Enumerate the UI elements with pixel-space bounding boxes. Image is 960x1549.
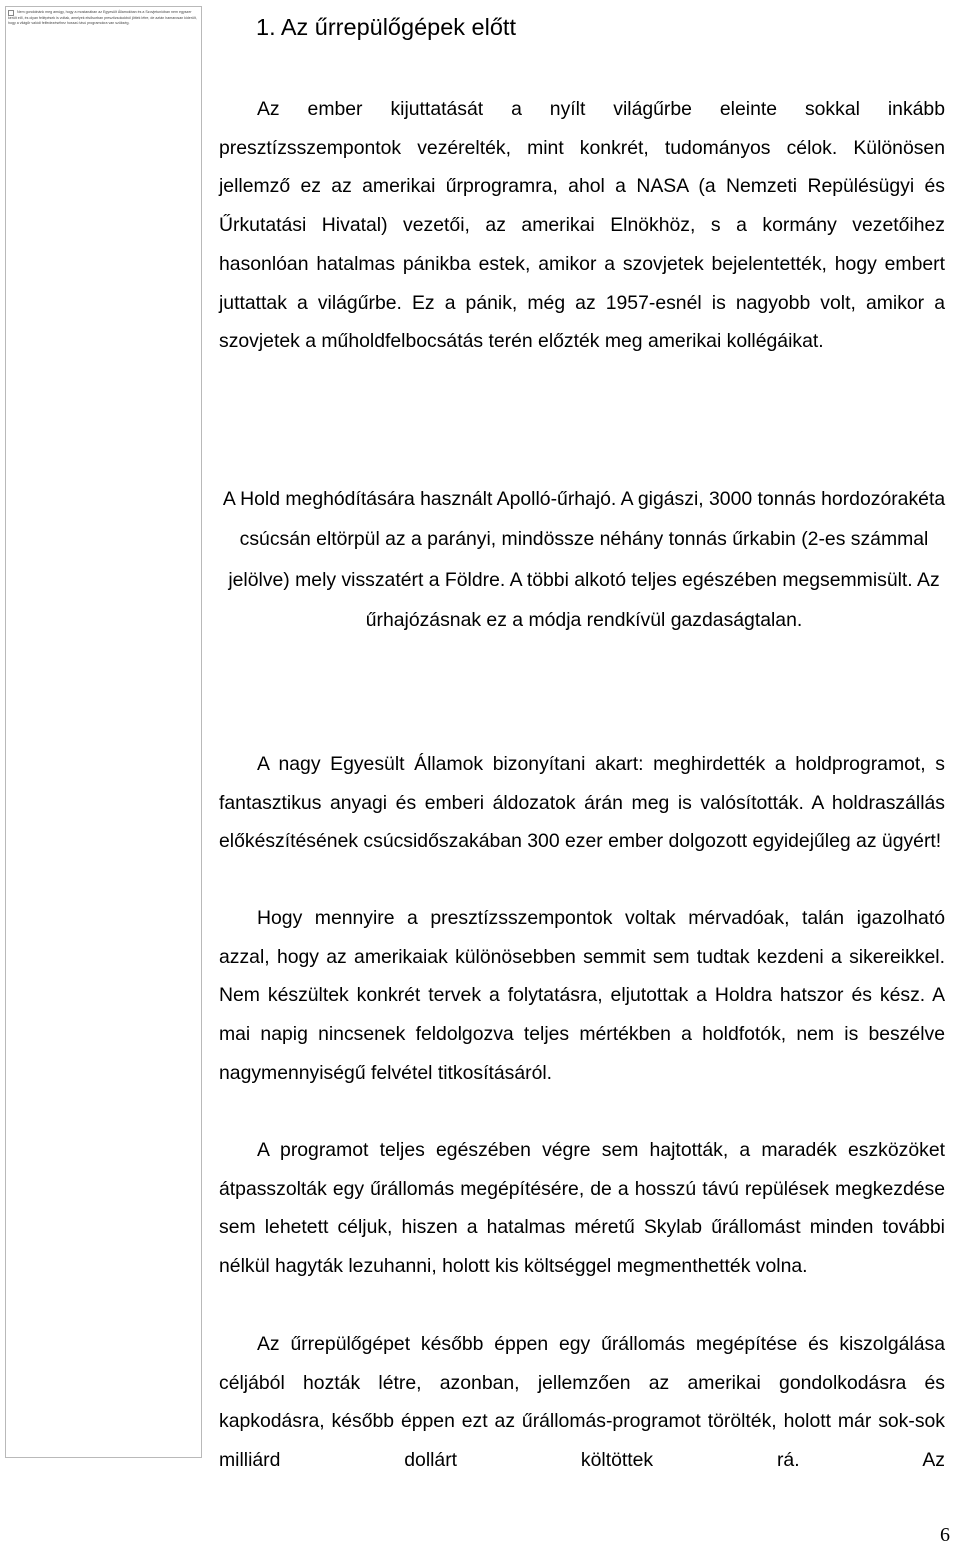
page-number: 6 — [940, 1524, 950, 1546]
sidebar-frame — [5, 6, 202, 1458]
paragraph-intro: Az ember kijuttatását a nyílt világűrbe eleinte sokkal inkább presztízsszempontok vezérelték, mint konkrét, tudományos célok. Különösen jellemző ez az amerikai űrprogramra, ahol a NASA (a Nemzeti Repülésügyi és Űrkutatási Hivatal) vezetői, az amerikai Elnökhöz, s a kormány vezetőihez hasonlóan hatalmas pánikba estek, amikor a szovjetek bejelentették, hogy embert juttattak a világűrbe. Ez a pánik, még az 1957-esnél is nagyobb volt, amikor a szovjetek a műholdfelbocsátás terén előzték meg amerikai kollégáikat. — [219, 98, 945, 353]
sidebar-note — [6, 7, 201, 25]
sidebar-note-text: Nem gondolnánk meg amúgy, hogy a mostanában az Egyesült Államokban és a Szovjetunióban nem egyszer került elő, és olyan fellépések is voltak, amelyek elsősorban presztízsokokból jöttek létre, de aztán hamarosan kiderült, hogy a világűr valódi felfedezéséhez hosszú távú programokra van szükség. — [8, 10, 197, 25]
paragraph-skylab: A programot teljes egészében végre sem hajtották, a maradék eszközöket átpasszolták egy űrállomás megépítésére, de a hosszú távú repülések megkezdése sem lehetett céljuk, hiszen a hatalmas méretű Skylab űrállomást minden további nélkül hagyták lezuhanni, holott kis költséggel megmenthették volna. — [219, 1139, 945, 1278]
image-caption: A Hold meghódítására használt Apolló-űrhajó. A gigászi, 3000 tonnás hordozórakéta csúcsán eltörpül az a parányi, mindössze néhány tonnás űrkabin (2-es számmal jelölve) mely visszatért a Földre. A többi alkotó teljes egészében megsemmisült. Az űrhajózásnak ez a módja rendkívül gazdaságtalan. — [222, 488, 946, 632]
paragraph-urrepulogep: Az űrrepülőgépet később éppen egy űrállomás megépítése és kiszolgálása céljából hozták létre, azonban, jellemzően az amerikai gondolkodásra és kapkodásra, később éppen ezt az űrállomás-programot törölték, holott már sok-sok milliárd dollárt költöttek rá. Az — [219, 1333, 945, 1472]
chapter-title: 1. Az űrrepülőgépek előtt — [256, 14, 516, 40]
paragraph-holdprogram: A nagy Egyesült Államok bizonyítani akart: meghirdették a holdprogramot, s fantasztikus anyagi és emberi áldozatok árán meg is valósították. A holdraszállás előkészítésének csúcsidőszakában 300 ezer ember dolgozott egyidejűleg az ügyért! — [219, 753, 945, 853]
paragraph-presztizs: Hogy mennyire a presztízsszempontok voltak mérvadóak, talán igazolható azzal, hogy az amerikaiak különösebben semmit sem tudtak kezdeni a sikereikkel. Nem készültek konkrét tervek a folytatásra, eljutottak a Holdra hatszor és kész. A mai napig nincsenek feldolgozva teljes mértékben a holdfotók, nem is beszélve nagymennyiségű felvétel titkosításáról. — [219, 907, 945, 1084]
